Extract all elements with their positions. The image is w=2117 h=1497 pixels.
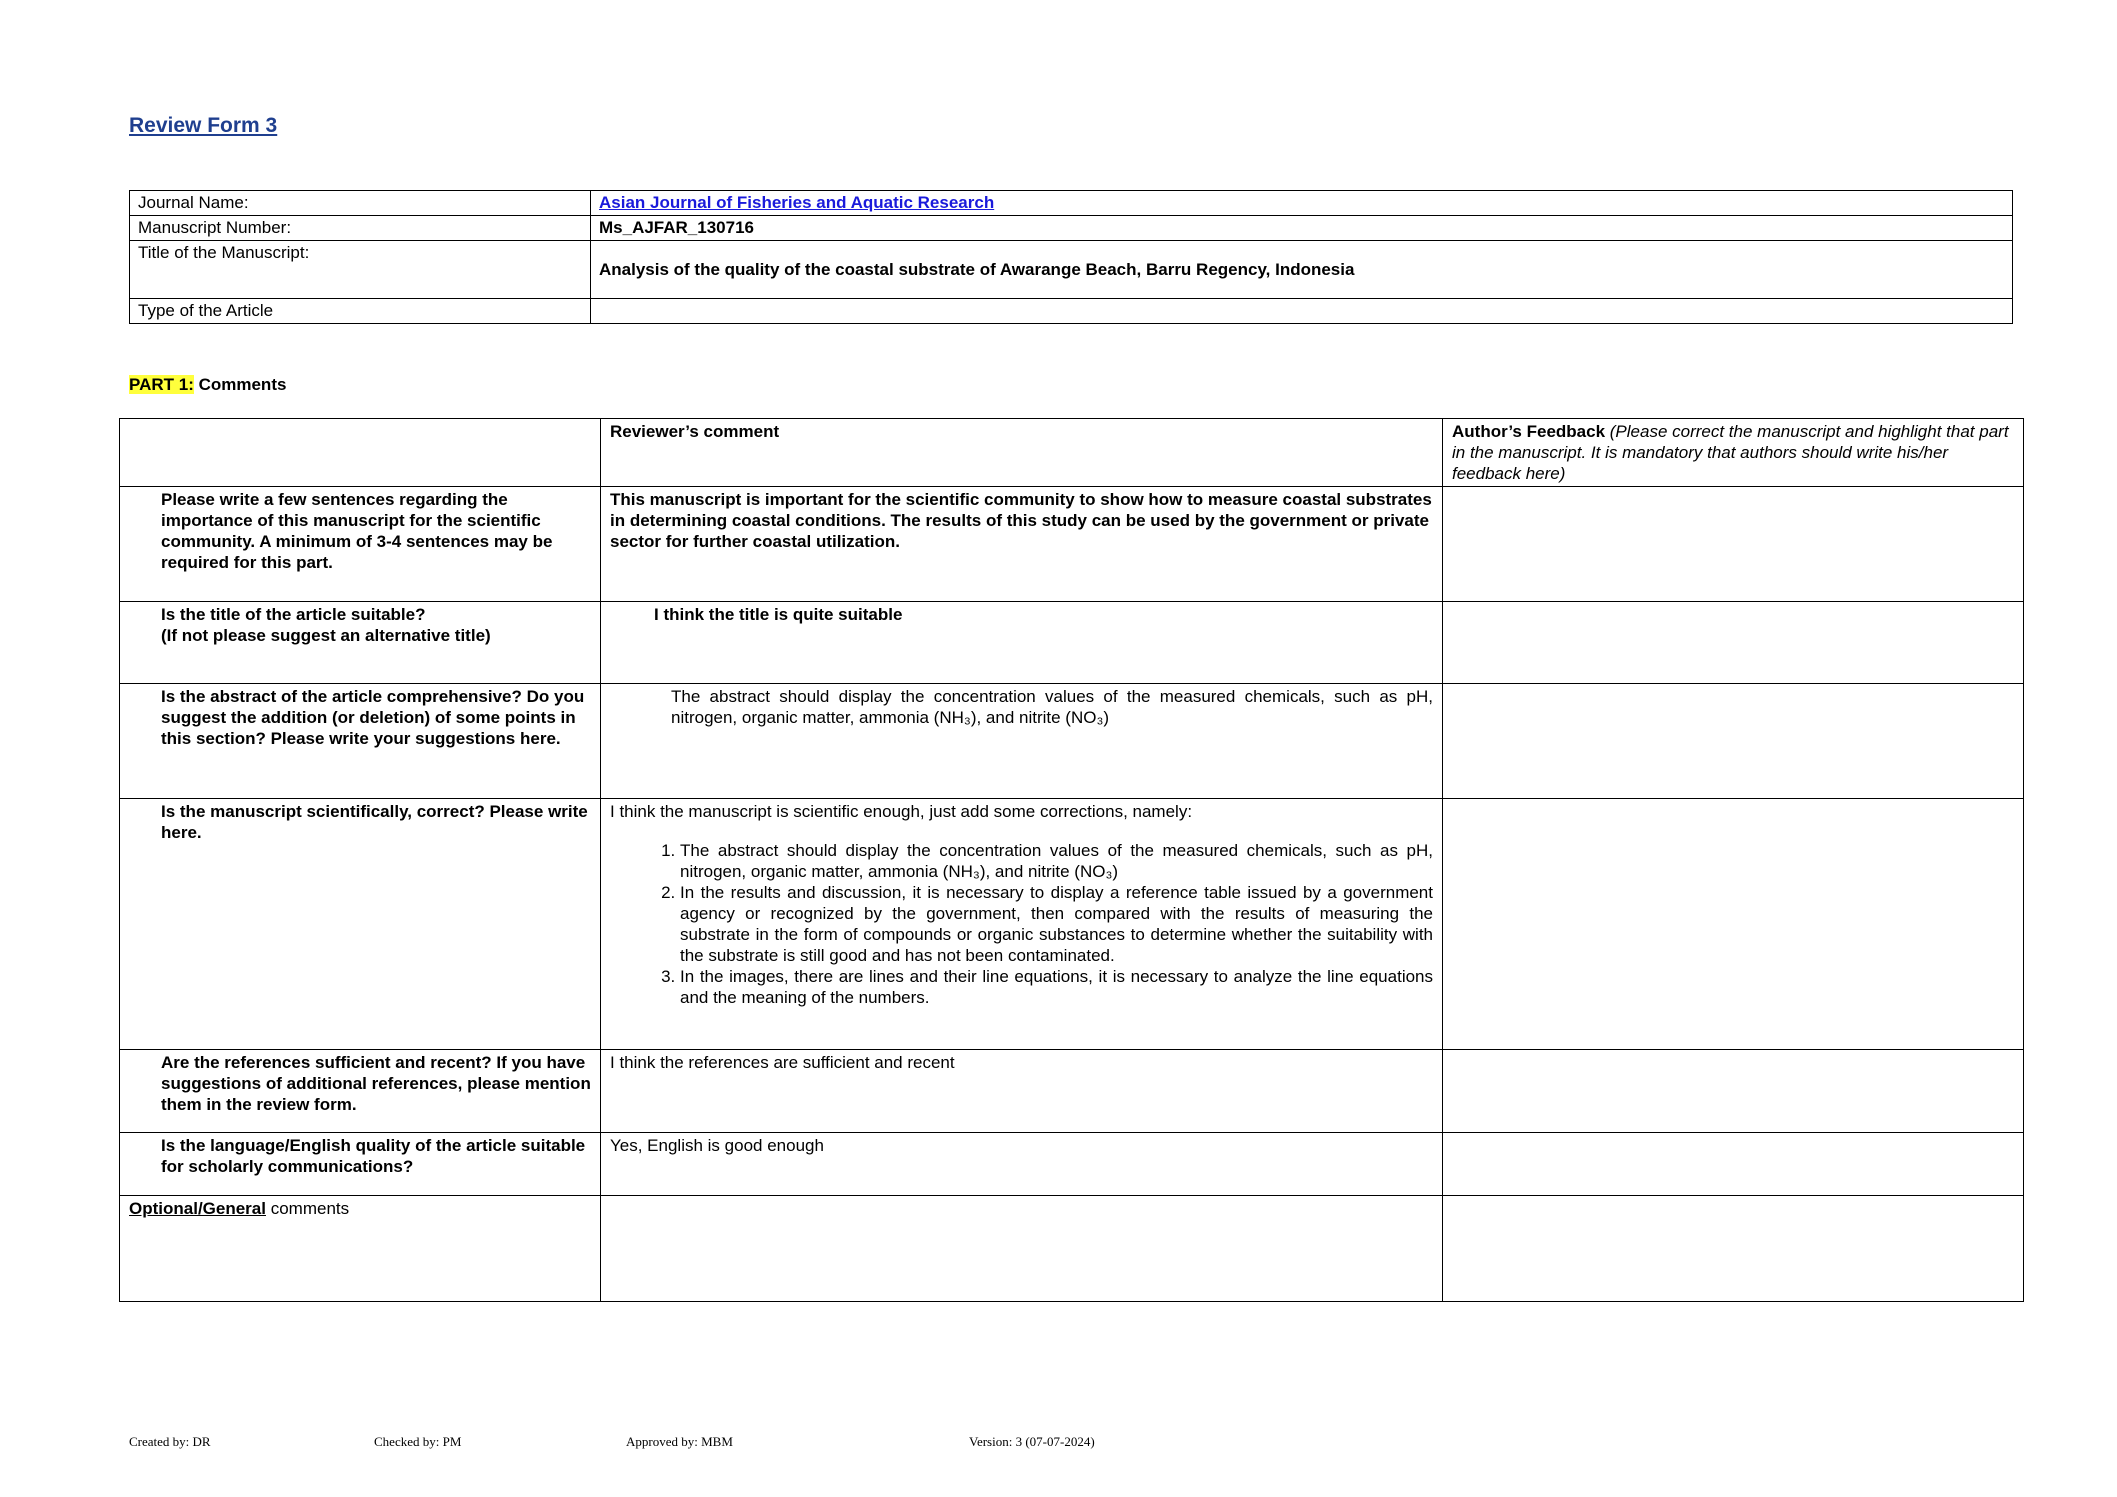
feedback-title[interactable] bbox=[1443, 602, 2024, 684]
table-row bbox=[120, 1050, 2024, 1133]
optional-comments-text: comments bbox=[265, 1199, 350, 1218]
question-title-line2: (If not please suggest an alternative title) bbox=[161, 626, 491, 645]
journal-name-cell bbox=[591, 191, 2013, 216]
table-row bbox=[130, 191, 2013, 216]
question-title-line1: Is the title of the article suitable? bbox=[161, 605, 426, 624]
table-row bbox=[120, 1196, 2024, 1302]
answer-abstract-text: The abstract should display the concentration values of the measured chemicals, such as pH, nitrogen, organic matter, ammonia (NH₃), and nitrite (NO₃) bbox=[671, 687, 1433, 727]
manuscript-title-label: Title of the Manuscript: bbox=[130, 241, 591, 299]
header-empty-cell bbox=[120, 419, 601, 487]
list-item: 2. In the results and discussion, it is necessary to display a reference table issued by a government agency or recognized by the government, then compared with the results of measuring the substrate in the form of compounds or organic substances to determine whether the suitability with the substrate is still good and has not been contaminated. bbox=[680, 882, 1433, 966]
journal-name-link[interactable]: Asian Journal of Fisheries and Aquatic Research bbox=[599, 193, 995, 212]
feedback-references[interactable] bbox=[1443, 1050, 2024, 1133]
corrections-list bbox=[610, 840, 1433, 1008]
answer-importance: This manuscript is important for the scientific community to show how to measure coastal substrates in determining coastal conditions. The results of this study can be used by the government or private sector for further coastal utilization. bbox=[601, 487, 1443, 602]
feedback-scientific[interactable] bbox=[1443, 799, 2024, 1050]
table-row bbox=[130, 299, 2013, 324]
answer-title-text: I think the title is quite suitable bbox=[654, 605, 903, 624]
manuscript-number-value: Ms_AJFAR_130716 bbox=[591, 216, 2013, 241]
manuscript-number-label: Manuscript Number: bbox=[130, 216, 591, 241]
journal-name-label: Journal Name: bbox=[130, 191, 591, 216]
table-row bbox=[130, 241, 2013, 299]
comments-table bbox=[119, 418, 2024, 1302]
table-header-row bbox=[120, 419, 2024, 487]
table-row bbox=[130, 216, 2013, 241]
answer-scientific bbox=[601, 799, 1443, 1050]
question-references: Are the references sufficient and recent? If you have suggestions of additional references, please mention them in the review form. bbox=[120, 1050, 601, 1133]
footer-checked-by: Checked by: PM bbox=[374, 1434, 462, 1449]
optional-comments-label bbox=[120, 1196, 601, 1302]
feedback-optional[interactable] bbox=[1443, 1196, 2024, 1302]
question-scientific: Is the manuscript scientifically, correct? Please write here. bbox=[120, 799, 601, 1050]
table-row bbox=[120, 684, 2024, 799]
author-feedback-header bbox=[1443, 419, 2024, 487]
question-importance: Please write a few sentences regarding the importance of this manuscript for the scientific community. A minimum of 3-4 sentences may be required for this part. bbox=[120, 487, 601, 602]
answer-optional[interactable] bbox=[601, 1196, 1443, 1302]
answer-references: I think the references are sufficient and recent bbox=[601, 1050, 1443, 1133]
manuscript-title-value: Analysis of the quality of the coastal substrate of Awarange Beach, Barru Regency, Indonesia bbox=[591, 241, 2013, 299]
answer-title bbox=[601, 602, 1443, 684]
list-item: 1. The abstract should display the concentration values of the measured chemicals, such as pH, nitrogen, organic matter, ammonia (NH₃), and nitrite (NO₃) bbox=[680, 840, 1433, 882]
part-heading bbox=[129, 375, 286, 395]
feedback-importance[interactable] bbox=[1443, 487, 2024, 602]
manuscript-info-table bbox=[129, 190, 2013, 324]
answer-abstract bbox=[601, 684, 1443, 799]
footer-created-by: Created by: DR bbox=[129, 1434, 211, 1449]
article-type-label: Type of the Article bbox=[130, 299, 591, 324]
page-title: Review Form 3 bbox=[129, 114, 278, 137]
table-row bbox=[120, 1133, 2024, 1196]
table-row bbox=[120, 799, 2024, 1050]
table-row bbox=[120, 602, 2024, 684]
optional-general-label: Optional/General bbox=[129, 1199, 266, 1218]
feedback-abstract[interactable] bbox=[1443, 684, 2024, 799]
reviewer-comment-header: Reviewer’s comment bbox=[601, 419, 1443, 487]
footer-approved-by: Approved by: MBM bbox=[626, 1434, 733, 1449]
question-title bbox=[120, 602, 601, 684]
part-text: Comments bbox=[193, 375, 287, 394]
article-type-value[interactable] bbox=[591, 299, 2013, 324]
answer-language: Yes, English is good enough bbox=[601, 1133, 1443, 1196]
author-feedback-title: Author’s Feedback bbox=[1452, 422, 1606, 441]
feedback-language[interactable] bbox=[1443, 1133, 2024, 1196]
question-language: Is the language/English quality of the article suitable for scholarly communications? bbox=[120, 1133, 601, 1196]
author-feedback-instructions: (Please correct the manuscript and highlight that part in the manuscript. It is mandatory that authors should write his/her feedback here) bbox=[1452, 422, 2009, 483]
footer-version: Version: 3 (07-07-2024) bbox=[969, 1434, 1095, 1449]
list-item: 3. In the images, there are lines and their line equations, it is necessary to analyze the line equations and the meaning of the numbers. bbox=[680, 966, 1433, 1008]
answer-scientific-intro: I think the manuscript is scientific enough, just add some corrections, namely: bbox=[610, 802, 1193, 821]
question-abstract: Is the abstract of the article comprehensive? Do you suggest the addition (or deletion) of some points in this section? Please write your suggestions here. bbox=[120, 684, 601, 799]
part-label: PART 1: bbox=[129, 375, 194, 394]
table-row bbox=[120, 487, 2024, 602]
